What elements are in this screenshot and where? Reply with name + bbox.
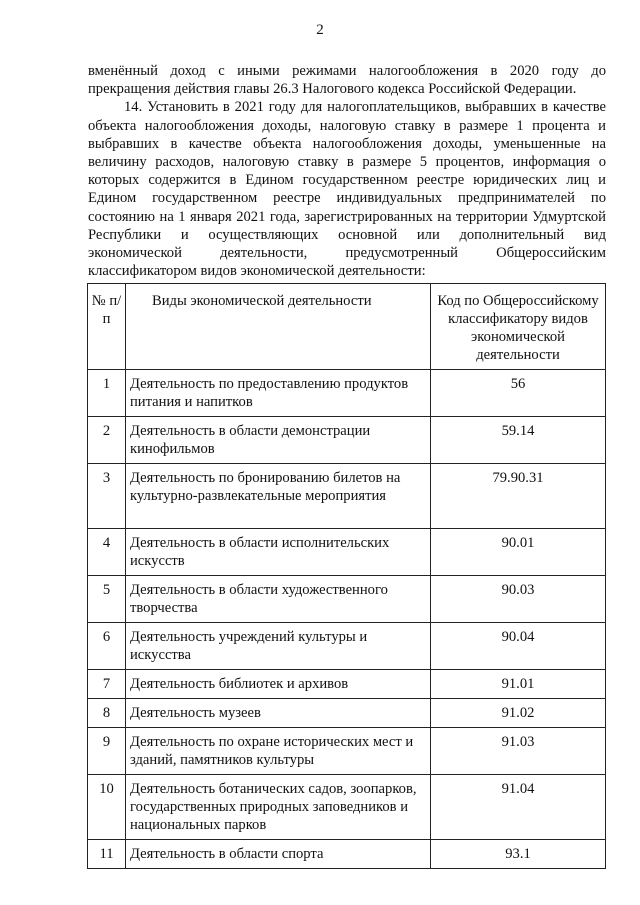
table-row: [88, 370, 606, 417]
row-name: Деятельность в области демонстрации кинофильмов: [126, 417, 431, 464]
row-code: 56: [431, 370, 606, 417]
row-num: 7: [88, 670, 126, 699]
row-code: 91.01: [431, 670, 606, 699]
row-num: 10: [88, 775, 126, 840]
table-row: [88, 623, 606, 670]
table-row: [88, 670, 606, 699]
row-name: Деятельность библиотек и архивов: [126, 670, 431, 699]
table-row: [88, 775, 606, 840]
row-code: 90.01: [431, 529, 606, 576]
row-code: 93.1: [431, 840, 606, 869]
row-num: 6: [88, 623, 126, 670]
row-num: 8: [88, 699, 126, 728]
page-number: 2: [316, 22, 324, 38]
row-code: 91.02: [431, 699, 606, 728]
row-num: 2: [88, 417, 126, 464]
table-row: [88, 840, 606, 869]
row-name: Деятельность по бронированию билетов на культурно-развлекательные мероприятия: [126, 464, 431, 529]
row-code: 59.14: [431, 417, 606, 464]
table-row: [88, 464, 606, 529]
row-name: Деятельность в области исполнительских искусств: [126, 529, 431, 576]
activity-table: [87, 283, 606, 869]
row-code: 79.90.31: [431, 464, 606, 529]
row-num: 3: [88, 464, 126, 529]
row-num: 5: [88, 576, 126, 623]
row-name: Деятельность учреждений культуры и искусства: [126, 623, 431, 670]
table-header-row: [88, 284, 606, 370]
row-code: 91.03: [431, 728, 606, 775]
row-name: Деятельность ботанических садов, зоопарков, государственных природных заповедников и национальных парков: [126, 775, 431, 840]
document-body: [88, 62, 606, 280]
row-name: Деятельность музеев: [126, 699, 431, 728]
row-name: Деятельность в области спорта: [126, 840, 431, 869]
row-num: 4: [88, 529, 126, 576]
row-num: 1: [88, 370, 126, 417]
row-name: Деятельность в области художественного творчества: [126, 576, 431, 623]
table-row: [88, 529, 606, 576]
table-row: [88, 699, 606, 728]
table-row: [88, 576, 606, 623]
header-code: Код по Общероссийскому классификатору видов экономической деятельности: [431, 284, 606, 370]
row-num: 9: [88, 728, 126, 775]
row-code: 90.04: [431, 623, 606, 670]
row-name: Деятельность по охране исторических мест и зданий, памятников культуры: [126, 728, 431, 775]
header-num: № п/п: [88, 284, 126, 370]
row-num: 11: [88, 840, 126, 869]
row-code: 91.04: [431, 775, 606, 840]
table-row: [88, 728, 606, 775]
paragraph-14: 14. Установить в 2021 году для налогоплательщиков, выбравших в качестве объекта налогообложения доходы, налоговую ставку в размере 1 процента и выбравших в качестве объекта налогообложения доходы, уменьшенные на величину расходов, налоговую ставку в размере 5 процентов, информация о которых содержится в Едином государственном реестре юридических лиц и Едином государственном реестре индивидуальных предпринимателей по состоянию на 1 января 2021 года, зарегистрированных на территории Удмуртской Республики и осуществляющих основной или дополнительный вид экономической деятельности, предусмотренный Общероссийским классификатором видов экономической деятельности:: [88, 99, 606, 280]
continued-paragraph: вменённый доход с иными режимами налогообложения в 2020 году до прекращения действия главы 26.3 Налогового кодекса Российской Федерации.: [88, 63, 606, 98]
row-name: Деятельность по предоставлению продуктов питания и напитков: [126, 370, 431, 417]
table-row: [88, 417, 606, 464]
row-code: 90.03: [431, 576, 606, 623]
header-name: Виды экономической деятельности: [126, 284, 431, 370]
